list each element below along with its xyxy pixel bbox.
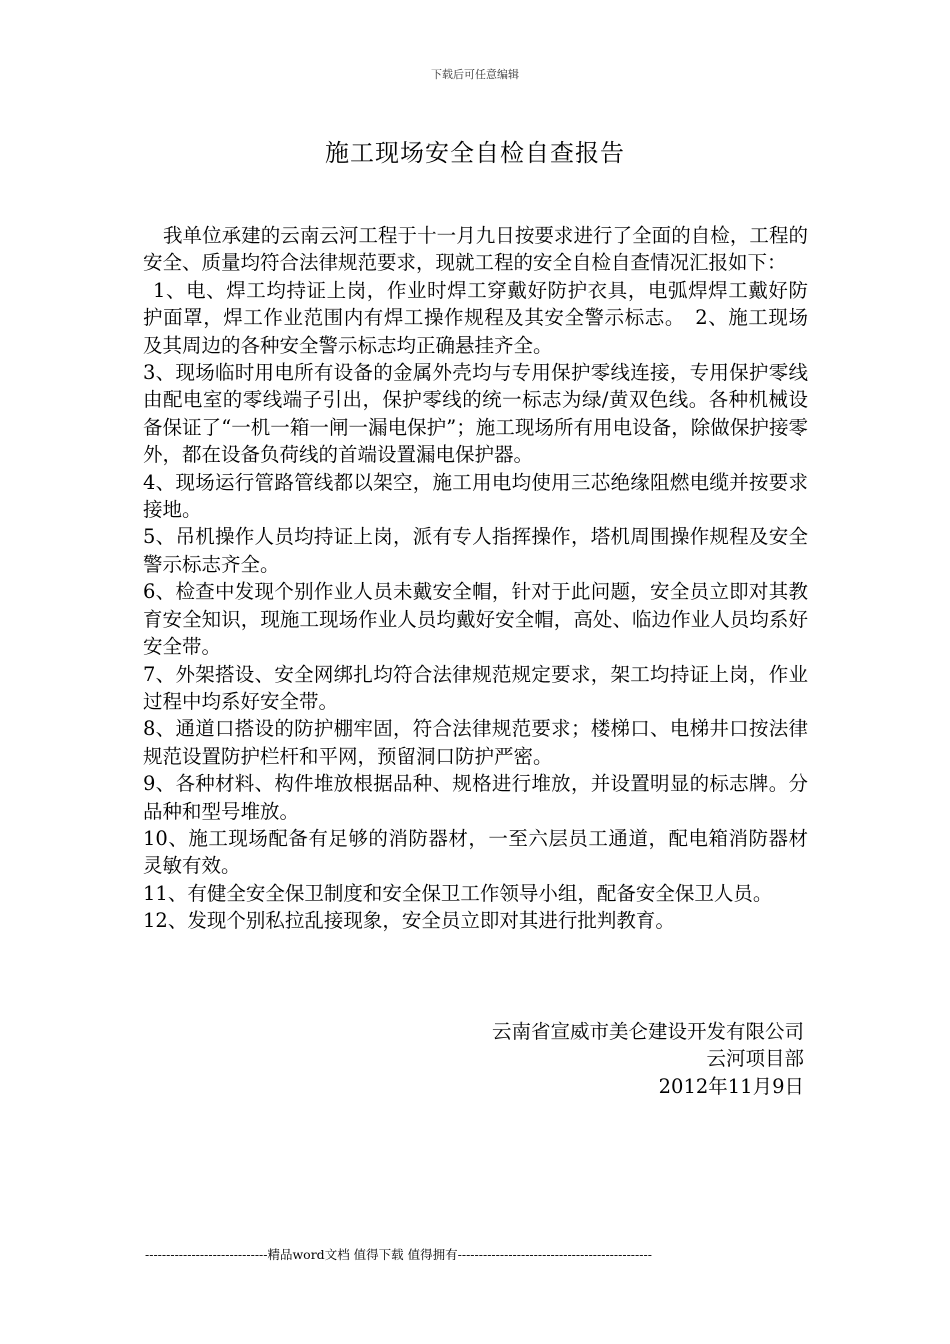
page-title: 施工现场安全自检自查报告 — [325, 139, 625, 167]
item-4: 4、现场运行管路管线都以架空，施工用电均使用三芯绝缘阻燃电缆并按要求接地。 — [143, 470, 808, 522]
item-12: 12、发现个别私拉乱接现象，安全员立即对其进行批判教育。 — [143, 909, 675, 933]
footer-note: -----------------------------精品word文档 值得下载 值得拥有---------------------------------------------- — [145, 1247, 652, 1262]
item-5: 5、吊机操作人员均持证上岗，派有专人指挥操作，塔机周围操作规程及安全警示标志齐全。 — [143, 525, 808, 576]
item-9: 9、各种材料、构件堆放根据品种、规格进行堆放，并设置明显的标志牌。分品种和型号堆放。 — [143, 772, 808, 823]
item-6: 6、检查中发现个别作业人员未戴安全帽，针对于此问题，安全员立即对其教育安全知识，现施工现场作业人员均戴好安全帽，高处、临边作业人员均系好安全带。 — [143, 580, 808, 659]
header-note: 下载后可任意编辑 — [431, 68, 519, 81]
item-8: 8、通道口搭设的防护棚牢固，符合法律规范要求；楼梯口、电梯井口按法律规范设置防护栏杆和平网，预留洞口防护严密。 — [143, 717, 808, 768]
item-11: 11、有健全安全保卫制度和安全保卫工作领导小组，配备安全保卫人员。 — [143, 881, 773, 905]
signature-department: 云河项目部 — [706, 1047, 804, 1071]
item-10: 10、施工现场配备有足够的消防器材，一至六层员工通道，配电箱消防器材灵敏有效。 — [143, 826, 808, 878]
signature-block — [492, 1018, 804, 1100]
intro-paragraph: 我单位承建的云南云河工程于十一月九日按要求进行了全面的自检，工程的安全、质量均符合法律规范要求，现就工程的安全自检自查情况汇报如下： — [143, 224, 808, 275]
signature-date: 2012年11月9日 — [658, 1074, 804, 1098]
signature-company: 云南省宣威市美仑建设开发有限公司 — [491, 1020, 804, 1043]
item-1-2: 1、电、焊工均持证上岗，作业时焊工穿戴好防护衣具，电弧焊焊工戴好防护面罩，焊工作业范围内有焊工操作规程及其安全警示标志。 2、施工现场及其周边的各种安全警示标志均正确悬挂齐全。 — [143, 278, 808, 357]
item-7: 7、外架搭设、安全网绑扎均符合法律规范规定要求，架工均持证上岗，作业过程中均系好安全带。 — [143, 662, 808, 713]
report-body — [143, 222, 808, 935]
item-3: 3、现场临时用电所有设备的金属外壳均与专用保护零线连接，专用保护零线由配电室的零线端子引出，保护零线的统一标志为绿/黄双色线。各种机械设备保证了“一机一箱一闸一漏电保护”；施工现场所有用电设备，除做保护接零外，都在设备负荷线的首端设置漏电保护器。 — [143, 361, 808, 467]
